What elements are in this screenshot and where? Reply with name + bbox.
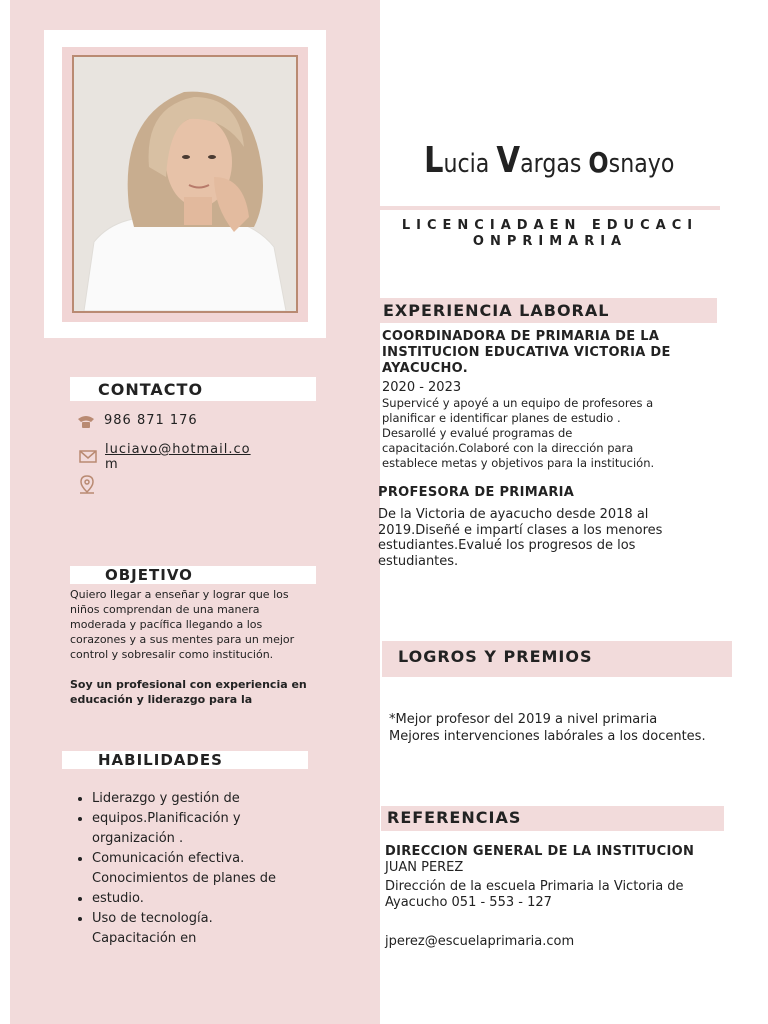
objective-bold-text: Soy un profesional con experiencia en educación y liderazgo para la: [70, 678, 307, 706]
job1-title: COORDINADORA DE PRIMARIA DE LA INSTITUCION EDUCATIVA VICTORIA DE AYACUCHO.: [382, 329, 671, 376]
mail-icon: [79, 448, 97, 467]
skill-item: Conocimientos de planes de: [92, 871, 277, 886]
skill-item: • Uso de tecnología.: [92, 909, 314, 929]
awards-title-bar: [382, 641, 732, 677]
location-icon: [78, 475, 96, 499]
skill-item: • equipos.Planificación y: [92, 809, 314, 829]
contact-title: CONTACTO: [98, 380, 204, 399]
email-link[interactable]: [105, 442, 251, 472]
reference-org: DIRECCION GENERAL DE LA INSTITUCION: [385, 844, 695, 859]
skills-list: [74, 789, 314, 949]
candidate-name: Lucia Vargas Osnayo: [424, 140, 675, 181]
reference-person: JUAN PEREZ: [385, 860, 464, 875]
email-line-1: luciavo@hotmail.co: [105, 442, 251, 457]
skill-item: • estudio.: [92, 889, 314, 909]
phone-icon: [76, 414, 96, 433]
contact-title-bar: [70, 377, 316, 401]
name-divider: [380, 206, 720, 210]
reference-address: Dirección de la escuela Primaria la Victoria de Ayacucho 051 - 553 - 127: [385, 879, 684, 910]
skill-item: • Liderazgo y gestión de: [92, 789, 314, 809]
experience-title-bar: [380, 298, 717, 323]
email-line-2: m: [105, 457, 119, 472]
experience-title: EXPERIENCIA LABORAL: [383, 301, 610, 320]
award-item: *Mejor profesor del 2019 a nivel primaria: [389, 712, 658, 727]
job2-title: PROFESORA DE PRIMARIA: [378, 485, 575, 500]
phone-number: 986 871 176: [104, 413, 198, 428]
skill-item: • Comunicación efectiva.: [92, 849, 314, 869]
portrait-illustration: [74, 57, 296, 311]
job1-dates: 2020 - 2023: [382, 380, 462, 395]
skill-item: Capacitación en: [92, 931, 197, 946]
award-item: Mejores intervenciones labórales a los docentes.: [389, 729, 706, 744]
job1-description: Supervicé y apoyé a un equipo de profesores a planificar e identificar planes de estudio . Desarollé y evalué programas de capacitación.Colaboré con la dirección para establece metas y objetivos para la institución.: [382, 396, 655, 470]
skills-title: HABILIDADES: [98, 751, 223, 769]
awards-list: [389, 711, 706, 745]
skills-title-bar: [62, 751, 308, 769]
job2-description: De la Victoria de ayacucho desde 2018 al 2019.Diseñé e impartí clases a los menores estudiantes.Evalué los progresos de los estudiantes.: [378, 507, 663, 569]
references-title-bar: [381, 806, 724, 831]
objective-title: OBJETIVO: [105, 566, 193, 584]
references-title: REFERENCIAS: [387, 808, 522, 827]
objective-title-bar: [70, 566, 316, 584]
profession-title: LICENCIADAEN EDUCACI ONPRIMARIA: [401, 218, 699, 249]
reference-email[interactable]: jperez@escuelaprimaria.com: [385, 934, 575, 949]
profile-photo: [72, 55, 298, 313]
awards-title: LOGROS Y PREMIOS: [398, 647, 593, 666]
skill-item: organización .: [92, 831, 184, 846]
objective-text: Quiero llegar a enseñar y lograr que los niños comprendan de una manera moderada y pacífica llegando a los corazones y a sus mentes para un mejor control y sobresalir como institución.: [70, 588, 295, 661]
